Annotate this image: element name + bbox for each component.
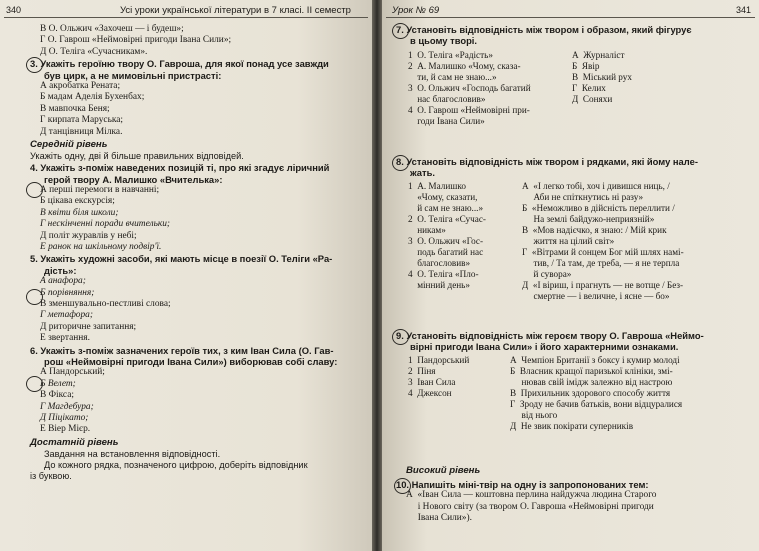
left-line: В квіти біля школи; [40, 207, 119, 218]
q9-trait-option: від нього [510, 410, 558, 420]
q9-left-column [408, 355, 469, 399]
q8-lines-option: смертне — і величне, і ясне — бо» [522, 291, 670, 301]
q7-image-option: В Міський рух [572, 72, 632, 82]
question-3-circle [26, 57, 43, 73]
left-line: герой твору А. Малишко «Вчителька»: [44, 173, 223, 185]
q8-lines-option: А «І легко тобі, хоч і дивишся ниць, / [522, 181, 670, 191]
left-line: із буквою. [30, 471, 72, 482]
q8-work-item: 4 О. Теліга «Пло- [408, 269, 479, 279]
question-7-circle [392, 23, 409, 39]
q10-stem: 10. Напишіть міні-твір на одну із запропонованих тем: [396, 479, 649, 490]
q8-work-item: 2 О. Теліга «Сучас- [408, 214, 486, 224]
q7-work-item: нас благословив» [408, 94, 486, 104]
left-line: Б мадам Аделія Бухенбах; [40, 92, 145, 103]
q9-trait-option: нював свій імідж залежно від настрою [510, 377, 673, 387]
q10-block [396, 479, 657, 525]
left-line: А акробатка Рената; [40, 80, 121, 91]
question-8-circle [392, 155, 409, 171]
q9-hero-item: 3 Іван Сила [408, 377, 456, 387]
q9-hero-item: 1 Пандорський [408, 355, 470, 365]
left-line: Е ранок на шкільному подвір'ї. [40, 242, 162, 253]
left-line: В мавпочка Беня; [40, 103, 110, 114]
q8-work-item: мінний день» [408, 280, 470, 290]
question-6-circle [26, 376, 43, 392]
q8-lines-option: тив, / Та там, де треба, — я не терпла [522, 258, 680, 268]
q7-stem: 7. Установіть відповідність між твором і образом, який фігурує в цьому творі. [396, 24, 692, 47]
left-line: Б порівняння; [40, 287, 95, 298]
q7-work-item: 2 А. Малишко «Чому, сказа- [408, 61, 521, 71]
left-line: 3. Укажіть героїню твору О. Гавроша, для якої понад усе завжди [30, 58, 329, 70]
left-line: Г О. Гаврош «Неймовірні пригоди Івана Сили»; [40, 35, 232, 46]
left-line: 6. Укажіть з-поміж зазначених героїв тих, з ким Іван Сила (О. Гав- [30, 344, 334, 356]
q9-hero-item: 2 Піня [408, 366, 436, 376]
left-text-block [30, 24, 337, 483]
left-line: рош «Неймовірні пригоди Івана Сили») виборював собі славу: [44, 355, 338, 367]
q8-stem: 8. Установіть відповідність між твором і рядками, які йому нале- жать. [396, 156, 698, 179]
left-line: В Фікса; [40, 390, 74, 401]
left-line: В зменшувально-пестливі слова; [40, 298, 171, 309]
q7-work-item: 1 О. Теліга «Радість» [408, 50, 493, 60]
q10-topic: А «Іван Сила — коштовна перлина найдужча людина Старого [406, 490, 657, 501]
left-line: Г Магдебура; [40, 401, 94, 412]
header-rule [386, 17, 755, 18]
left-page-number: 340 [6, 5, 22, 15]
q7-work-item: 4 О. Гаврош «Неймовірні при- [408, 105, 530, 115]
level-heading-high: Високий рівень [406, 465, 481, 476]
left-line: Д танцівниця Мілка. [40, 126, 123, 137]
left-line: Д Піцікато; [40, 412, 89, 423]
left-line: дість»: [44, 264, 77, 276]
left-line: Г метафора; [40, 310, 93, 321]
q7-work-item: ти, й сам не знаю...» [408, 72, 497, 82]
q9-trait-option: Г Зроду не бачив батьків, вони відцуралися [510, 399, 683, 409]
left-line: Е звертання. [40, 333, 90, 344]
q8-lines-option: Д «І віриш, і прагнуть — не вотще / Без- [522, 280, 684, 290]
q9-stem: 9. Установіть відповідність між героєм твору О. Гавроша «Неймо- вірні пригоди Івана Сили» і його характерними ознаками. [396, 330, 704, 353]
left-page [0, 0, 372, 551]
q8-lines-option: Б «Неможливо в дійсність переллити / [522, 203, 675, 213]
left-line: 5. Укажіть художні засоби, які мають місце в поезії О. Теліги «Ра- [30, 253, 333, 265]
q9-trait-option: Д Не звик покірати суперників [510, 421, 634, 431]
question-5-circle [26, 289, 43, 305]
left-line: А Пандорський; [40, 367, 105, 378]
q7-left-column [408, 50, 531, 127]
q8-work-item: никам» [408, 225, 446, 235]
right-header [382, 2, 759, 18]
left-line: Е Віер Мієр. [40, 424, 91, 435]
left-line: Д риторичне запитання; [40, 321, 137, 332]
q9-trait-option: Б Власник кращої паризької клініки, змі- [510, 366, 673, 376]
left-line: А перші перемоги в навчанні; [40, 185, 160, 196]
q7-right-column [572, 50, 632, 105]
q8-work-item: благословив» [408, 258, 471, 268]
left-running-head: Усі уроки української літератури в 7 класі. II семестр [120, 5, 351, 16]
q8-lines-option: В «Мов надієчко, я знаю: / Мій крик [522, 225, 667, 235]
q7-image-option: Д Соняхи [572, 94, 613, 104]
left-line: був цирк, а не мимовільні пристрасті: [44, 69, 222, 81]
right-page [382, 0, 759, 551]
right-page-number: 341 [735, 5, 751, 15]
question-9-circle [392, 329, 409, 345]
left-line: Б цікава екскурсія; [40, 196, 115, 207]
left-line: Укажіть одну, дві й більше правильних відповідей. [30, 150, 244, 161]
q8-work-item: подь багатий нас [408, 247, 484, 257]
q8-work-item: 3 О. Ольжич «Гос- [408, 236, 484, 246]
q8-lines-option: життя на цілий світ» [522, 236, 615, 246]
left-header [0, 2, 372, 18]
header-rule [4, 17, 368, 18]
q8-left-column [408, 181, 486, 291]
left-line: В О. Ольжич «Захочеш — і будеш»; [40, 24, 184, 34]
q8-right-column [522, 181, 684, 302]
question-10-circle [394, 478, 411, 494]
left-line: 4. Укажіть з-поміж наведених позицій ті, про які згадує ліричний [30, 162, 330, 174]
q8-lines-option: й сувора» [522, 269, 572, 279]
left-line: А анафора; [40, 276, 86, 287]
right-running-head: Урок № 69 [392, 5, 440, 16]
q7-work-item: 3 О. Ольжич «Господь багатий [408, 83, 531, 93]
q9-trait-option: А Чемпіон Британії з боксу і кумир молоді [510, 355, 680, 365]
left-line: Г нескінченні поради вчительки; [40, 219, 171, 230]
q10-topic: Івана Сили»). [406, 513, 472, 524]
q7-image-option: Г Келих [572, 83, 606, 93]
left-line: Середній рівень [30, 138, 108, 150]
left-line: Б Велет; [40, 378, 76, 389]
q9-trait-option: В Прихильник здорового способу життя [510, 388, 671, 398]
q8-lines-option: Г «Вітрами й сонцем Бог мій шлях намі- [522, 247, 684, 257]
q10-topic: і Нового світу (за твором О. Гавроша «Неймовірні пригоди [406, 501, 654, 512]
left-line: Д О. Теліга «Сучасникам». [40, 46, 148, 57]
left-line: Завдання на встановлення відповідності. [44, 448, 221, 459]
q8-work-item: й сам не знаю...» [408, 203, 484, 213]
q8-lines-option: На землі байдужо-неприязній» [522, 214, 655, 224]
q7-work-item: годи Івана Сили» [408, 116, 485, 126]
q8-work-item: «Чому, сказати, [408, 192, 478, 202]
q7-image-option: Б Явір [572, 61, 600, 71]
left-line: Достатній рівень [30, 436, 119, 448]
q8-work-item: 1 А. Малишко [408, 181, 466, 191]
left-line: Г кирпата Маруська; [40, 115, 124, 126]
q9-right-column [510, 355, 682, 432]
question-4-circle [26, 182, 43, 198]
left-line: До кожного рядка, позначеного цифрою, доберіть відповідник [44, 460, 308, 471]
q9-hero-item: 4 Джексон [408, 388, 452, 398]
book-gutter [372, 0, 382, 551]
q8-lines-option: Аби не спіткнутись ні разу» [522, 192, 644, 202]
q7-image-option: А Журналіст [572, 50, 625, 60]
left-line: Д політ журавлів у небі; [40, 230, 137, 241]
